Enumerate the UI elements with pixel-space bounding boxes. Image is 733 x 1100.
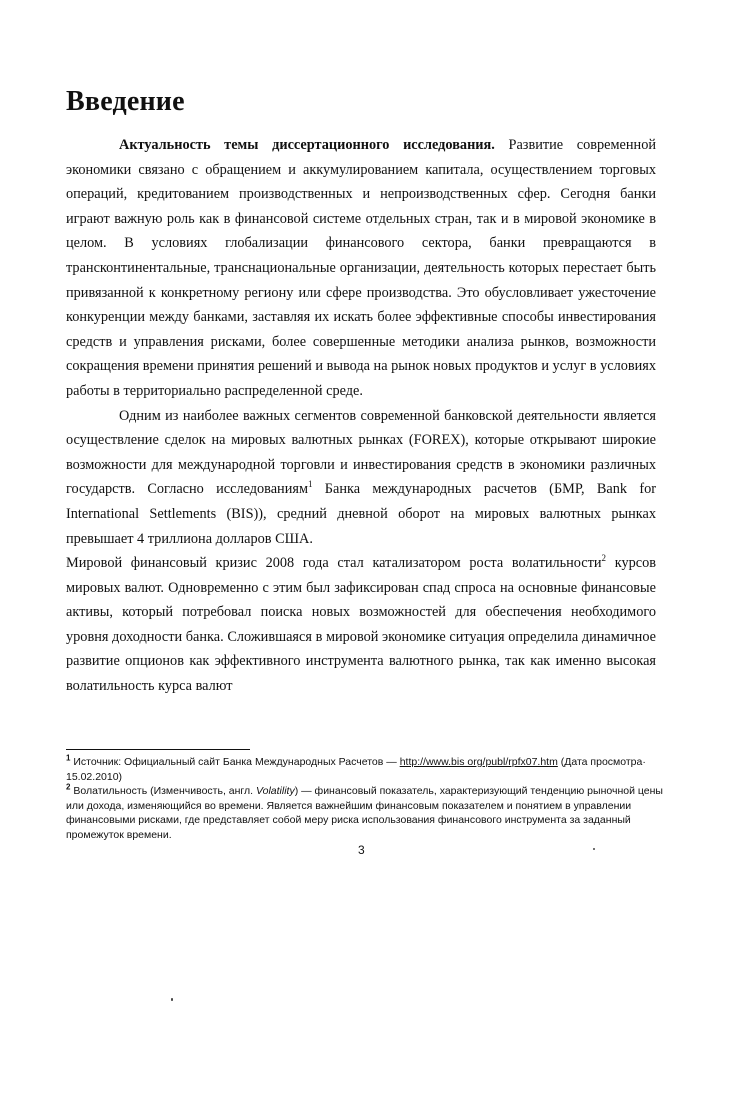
footnote-text: Источник: Официальный сайт Банка Международных Расчетов — (73, 756, 400, 768)
paragraph-text: курсов мировых валют. Одновременно с этим был зафиксирован спад спроса на основные финансовые активы, который потребовал поиска новых возможностей для обеспечения необходимого уровня доходности банка. Сложившаяся в мировой экономике ситуация определила динамичное развитие опционов как эффективного инструмента валютного рынка, так как именно высокая волатильность курса валют (66, 555, 656, 695)
paragraph-text: Развитие современной экономики связано с обращением и аккумулированием капитала, осуществлением торговых операций, кредитованием производственных и непроизводственных сфер. Сегодня банки играют важную роль как в финансовой системе отдельных стран, так и в мировой экономике в целом. В условиях глобализации финансового сектора, банки превращаются в трансконтинентальные, транснациональные организации, деятельность которых перестает быть привязанной к конкретному региону или сфере производства. Это обусловливает ужесточение конкуренции между банками, заставляя их искать более эффективные способы инвестирования средств и управления рисками, более совершенные методики анализа рынков, возможности сокращения времени принятия решений и вывода на рынок новых продуктов и услуг в условиях работы в территориально распределенной среде. (66, 137, 656, 399)
footnote-ref-2[interactable]: 2 (601, 553, 607, 564)
paragraph-text: Мировой финансовый кризис 2008 года стал катализатором роста волатильности (66, 555, 602, 572)
footnote-number: 2 (66, 782, 71, 792)
footnote-ref-1[interactable]: 1 (308, 479, 313, 490)
paragraph-crisis (66, 551, 656, 699)
footnotes (66, 755, 666, 843)
footnote-text: Волатильность (Изменчивость, англ. (73, 785, 256, 798)
scan-speck (171, 998, 173, 1001)
footnote-text: ) — финансовый показатель, характеризующий тенденцию рыночной цены или дохода, изменяющийся во времени. Является важнейшим финансовым показателем и понятием в управлении финансовыми рисками, где представляет собой меру риска использования финансового инструмента за заданный промежуток времени. (66, 785, 663, 841)
footnote-text: (Дата просмотра· 15.02.2010) (66, 756, 646, 783)
paragraph-lead: Актуальность темы диссертационного исследования. (119, 137, 495, 153)
section-heading: Введение (66, 86, 185, 117)
footnote-separator (66, 749, 250, 750)
body-text (66, 133, 656, 699)
footnote-italic: Volatility (256, 785, 295, 798)
footnote-1 (66, 755, 666, 784)
page-number: 3 (358, 843, 365, 857)
scan-speck (593, 848, 595, 850)
paragraph-text: Одним из наиболее важных сегментов современной банковской деятельности является осуществление сделок на мировых валютных рынках (FOREX), которые открывают широкие возможности для международной торговли и инвестирования средств в экономики различных государств. Согласно исследованиям (66, 407, 656, 498)
paragraph-text: Банка международных расчетов (БМР, Bank for International Settlements (BIS)), средний дневной оборот на мировых валютных рынках превышает 4 триллиона долларов США. (66, 481, 656, 547)
footnote-2 (66, 784, 666, 842)
footnote-link[interactable]: http://www.bis org/publ/rpfx07.htm (399, 756, 558, 768)
paragraph-forex (66, 404, 656, 552)
paragraph-relevance (66, 133, 656, 404)
footnote-number: 1 (66, 753, 71, 763)
